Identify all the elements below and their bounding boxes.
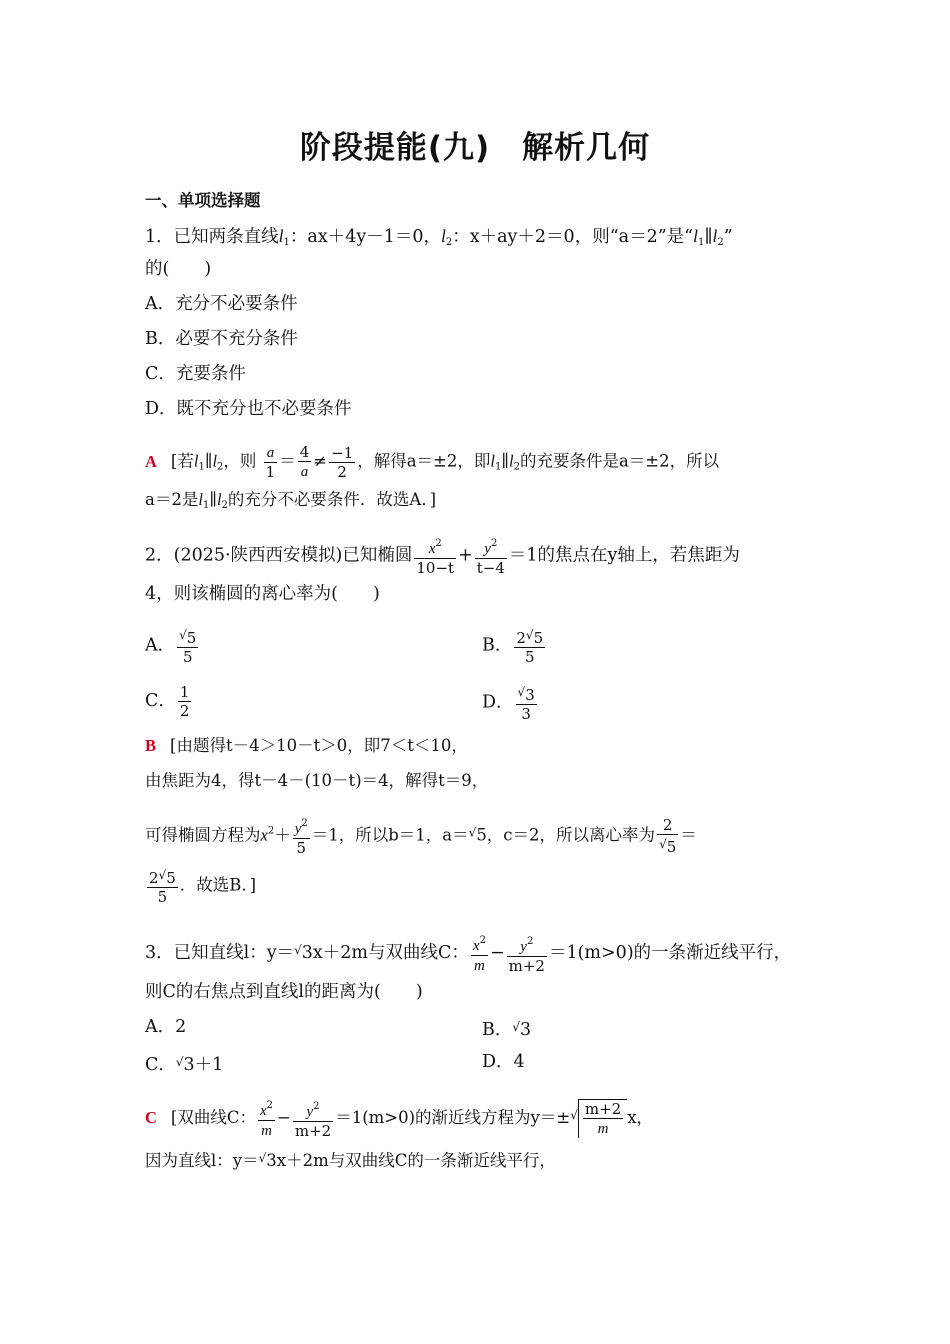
fraction: $\frac{y^2}{m+2}$ <box>507 933 547 975</box>
q3-explanation-line2: 因为直线l：y＝√3x＋2m与双曲线C的一条渐近线平行， <box>145 1151 556 1170</box>
q3-answer: C <box>145 1108 157 1127</box>
fraction: $\frac{-1}{2}$ <box>331 443 354 481</box>
q1-option-c: C．充要条件 <box>145 364 246 384</box>
fraction: $\frac{^√3}{3}$ <box>517 685 535 723</box>
q3-explanation-line1: C [双曲线C： $\frac{x^2}{m}$ − $\frac{y^2}{m+2}$ ＝1(m>0)的渐近线方程为y＝±√ $\frac{m+2}{m}$ x， <box>145 1097 653 1140</box>
q2-stem-line1: 2．(2025·陕西西安模拟)已知椭圆 $\frac{x^2}{10-t}$ + $\frac{y^2}{t-4}$ ＝1的焦点在y轴上，若焦距为 <box>145 535 740 577</box>
q2-explanation-line3: 可得椭圆方程为$x^2+$ $\frac{y^2}{5}$ ＝1，所以b＝1，a＝√5，c＝2，所以离心率为 $\frac{2}{^√5}$ ＝ <box>145 816 697 857</box>
fraction: $\frac{x^2}{10-t}$ <box>414 535 456 577</box>
q2-option-b: B． $\frac{2^√5}{5}$ <box>482 628 544 666</box>
fraction: $\frac{m+2}{m}$ <box>584 1100 622 1137</box>
q3-option-c: C．√3＋1 <box>145 1055 224 1075</box>
fraction: $\frac{x^2}{m}$ <box>471 932 488 975</box>
q2-explanation-line2: 由焦距为4，得t－4－(10－t)＝4，解得t＝9， <box>145 771 489 790</box>
fraction: $\frac{a}{1}$ <box>265 445 276 481</box>
q1-explanation-line2: a＝2是$l_1\parallel l_2$的充分不必要条件．故选A．] <box>145 490 437 511</box>
q2-option-a: A． $\frac{^√5}{5}$ <box>145 628 197 666</box>
q3-stem-line2: 则C的右焦点到直线l的距离为( ) <box>145 982 423 1002</box>
q3-option-d: D．4 <box>482 1052 525 1072</box>
q1-explanation-line1: A [若$l_1\parallel l_2$，则 $\frac{a}{1}$ ＝ $\frac{4}{a}$ ≠ $\frac{-1}{2}$ ，解得a＝±2，即$l_1\parallel l_2$的充要条件是a＝±2，所以 <box>145 443 720 481</box>
q1-stem-line2: 的( ) <box>145 259 212 279</box>
q1-stem-line1: 1．已知两条直线$l_1$：ax＋4y－1＝0，$l_2$：x＋ay＋2＝0，则“a＝2”是“$l_1\parallel l_2$” <box>145 226 733 248</box>
fraction: $\frac{2^√5}{5}$ <box>149 868 176 906</box>
q1-answer: A <box>145 451 157 471</box>
section-heading: 一、单项选择题 <box>145 191 261 210</box>
fraction: $\frac{x^2}{m}$ <box>258 1097 275 1140</box>
fraction: $\frac{4}{a}$ <box>299 443 310 480</box>
fraction: $\frac{^√5}{5}$ <box>179 628 197 666</box>
q1-option-d: D．既不充分也不必要条件 <box>145 399 352 419</box>
fraction: $\frac{y^2}{5}$ <box>293 815 310 857</box>
fraction: $\frac{y^2}{t-4}$ <box>475 535 507 577</box>
q2-stem-line2: 4，则该椭圆的离心率为( ) <box>145 584 380 604</box>
q3-option-b: B．√3 <box>482 1020 532 1040</box>
q3-option-a: A．2 <box>145 1017 187 1037</box>
q2-option-c: C． $\frac{1}{2}$ <box>145 683 190 720</box>
fraction: $\frac{y^2}{m+2}$ <box>293 1098 333 1140</box>
q2-explanation-line4: $\frac{2^√5}{5}$ ．故选B．] <box>149 868 257 906</box>
page-title: 阶段提能(九) 解析几何 <box>299 130 651 166</box>
q2-explanation-line1: B [由题得t－4＞10－t＞0，即7＜t＜10， <box>145 736 468 755</box>
q1-option-b: B．必要不充分条件 <box>145 329 298 349</box>
q1-option-a: A．充分不必要条件 <box>145 294 298 314</box>
fraction: $\frac{1}{2}$ <box>179 683 190 720</box>
q2-option-d: D． $\frac{^√3}{3}$ <box>482 685 535 723</box>
q3-stem-line1: 3．已知直线l：y＝√3x＋2m与双曲线C： $\frac{x^2}{m}$ − $\frac{y^2}{m+2}$ ＝1(m>0)的一条渐近线平行， <box>145 932 791 975</box>
fraction: $\frac{2}{^√5}$ <box>659 816 677 856</box>
q2-answer: B <box>145 736 157 755</box>
fraction: $\frac{2^√5}{5}$ <box>516 628 544 666</box>
